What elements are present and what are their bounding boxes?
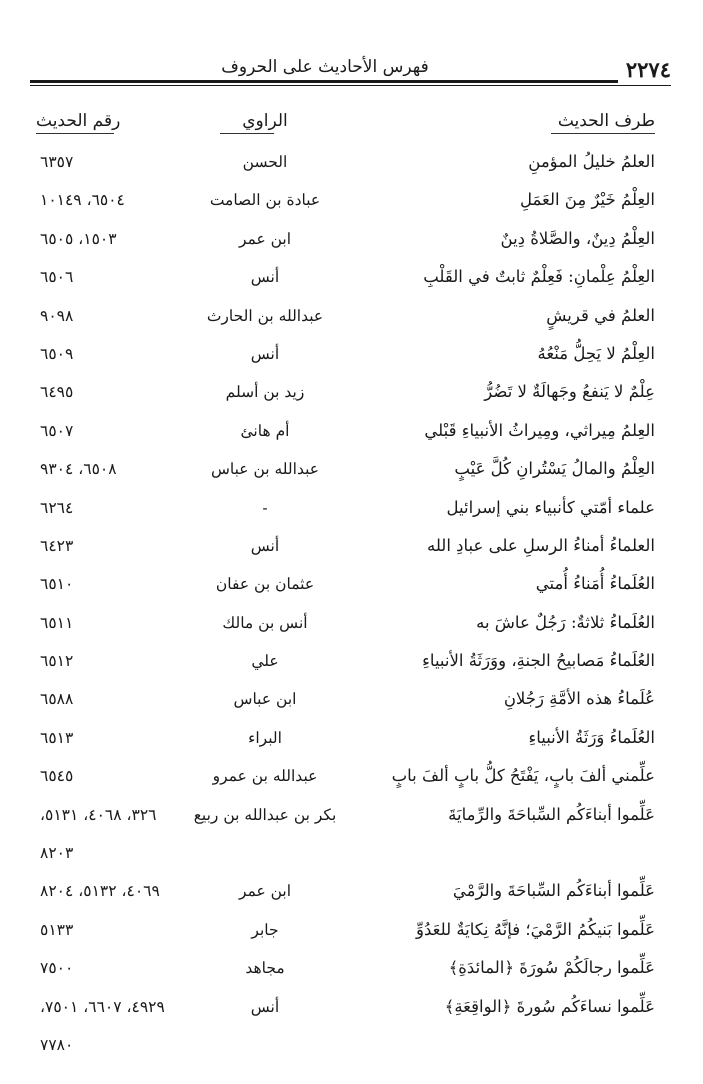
hadith-topic: العُلَماءُ وَرَثَةُ الأنبياءِ bbox=[528, 727, 655, 747]
hadith-narrator: البراء bbox=[248, 728, 282, 747]
hadith-topic: العِلمُ مِيراثي، ومِيراثُ الأنبياءِ قَبْلي bbox=[424, 420, 655, 440]
page-header bbox=[30, 52, 671, 92]
hadith-topic: عَلِّموا أبناءَكُم السِّباحَةَ والرَّمْيَ bbox=[452, 881, 655, 901]
table-row bbox=[0, 222, 703, 260]
hadith-number: ٤٠٦٩، ٥١٣٢، ٨٢٠٤ bbox=[40, 882, 160, 901]
table-row-continuation bbox=[0, 836, 703, 874]
hadith-number: ٦٥٠٩ bbox=[40, 344, 74, 363]
hadith-topic: العِلْمُ عِلْمانِ: فَعِلْمٌ ثابتٌ في القَلْبِ bbox=[423, 267, 655, 287]
hadith-narrator: أنس bbox=[250, 344, 280, 363]
table-row bbox=[0, 491, 703, 529]
hadith-topic: العُلَماءُ مَصابيحُ الجنةِ، ووَرَثَةُ الأنبياءِ bbox=[422, 651, 655, 671]
hadith-number: ٣٢٦، ٤٠٦٨، ٥١٣١، bbox=[40, 805, 157, 824]
hadith-number: ٦٥٨٨ bbox=[40, 690, 74, 709]
hadith-number: ٦٥٠٨، ٩٣٠٤ bbox=[40, 460, 117, 479]
table-row bbox=[0, 990, 703, 1028]
hadith-number: ٦٥٤٥ bbox=[40, 767, 74, 786]
table-row bbox=[0, 337, 703, 375]
hadith-number: ٦٥١٢ bbox=[40, 652, 74, 671]
column-header-topic: طرف الحديث bbox=[557, 111, 655, 131]
table-row bbox=[0, 414, 703, 452]
hadith-topic: العُلَماءُ أُمَناءُ أُمتي bbox=[535, 574, 655, 594]
hadith-topic: عِلْمٌ لا يَنفعُ وجَهالَةٌ لا تَضُرُّ bbox=[484, 382, 655, 402]
column-header-rule-topic bbox=[551, 133, 655, 134]
table-row bbox=[0, 529, 703, 567]
table-row bbox=[0, 874, 703, 912]
table-row bbox=[0, 299, 703, 337]
table-row bbox=[0, 913, 703, 951]
hadith-narrator: علي bbox=[251, 652, 279, 671]
page-number: ٢٢٧٤ bbox=[618, 56, 671, 84]
table-row bbox=[0, 798, 703, 836]
column-header-rule-number bbox=[36, 133, 114, 134]
hadith-narrator: أنس bbox=[250, 536, 280, 555]
running-title: فهرس الأحاديث على الحروف bbox=[200, 54, 450, 80]
table-row bbox=[0, 375, 703, 413]
hadith-topic: علِّمني ألفَ بابٍ، يَفْتَحُ كلُّ بابٍ ألفَ بابٍ bbox=[391, 766, 655, 786]
hadith-number: ٦٥١٠ bbox=[40, 575, 74, 594]
table-row bbox=[0, 260, 703, 298]
hadith-number: ٤٩٢٩، ٦٦٠٧، ٧٥٠١، bbox=[40, 997, 165, 1016]
hadith-narrator: أم هانئ bbox=[240, 421, 290, 440]
hadith-narrator: عبدالله بن الحارث bbox=[206, 306, 324, 325]
hadith-number: ٦٣٥٧ bbox=[40, 153, 74, 171]
hadith-topic: العلمُ خليلُ المؤمنِ bbox=[528, 152, 655, 171]
hadith-topic: عَلِّموا نساءَكُم سُورةَ ﴿الواقِعَةِ﴾ bbox=[444, 996, 655, 1016]
table-row bbox=[0, 606, 703, 644]
hadith-narrator: الحسن bbox=[242, 153, 288, 171]
table-row bbox=[0, 682, 703, 720]
table-row-continuation bbox=[0, 1028, 703, 1066]
column-header-number: رقم الحديث bbox=[36, 111, 121, 131]
hadith-narrator: بكر بن عبدالله بن ربيع bbox=[193, 805, 337, 824]
table-row bbox=[0, 951, 703, 989]
hadith-narrator: عبدالله بن عمرو bbox=[212, 767, 318, 786]
hadith-narrator: أنس bbox=[250, 997, 280, 1016]
hadith-number: ٦٤٢٣ bbox=[40, 536, 74, 555]
hadith-narrator: ابن عمر bbox=[238, 882, 292, 901]
hadith-narrator: مجاهد bbox=[245, 959, 285, 978]
column-header-rule-narrator bbox=[220, 133, 274, 134]
hadith-number: ٦٤٩٥ bbox=[40, 383, 74, 402]
header-rule-thick bbox=[30, 80, 671, 83]
hadith-topic: العُلَماءُ ثلاثةٌ: رَجُلٌ عاشَ به bbox=[476, 612, 655, 632]
hadith-number: ٦٥١١ bbox=[40, 613, 74, 632]
hadith-narrator: أنس بن مالك bbox=[222, 613, 308, 632]
hadith-narrator: جابر bbox=[251, 920, 279, 939]
hadith-topic: العِلْمُ خَيْرٌ مِنَ العَمَلِ bbox=[519, 190, 655, 210]
hadith-number: ٦٥٠٤، ١٠١٤٩ bbox=[40, 191, 125, 210]
hadith-topic: العِلْمُ لا يَحِلُّ مَنْعُهُ bbox=[537, 343, 655, 363]
hadith-narrator: زيد بن أسلم bbox=[225, 383, 305, 402]
hadith-number: ١٥٠٣، ٦٥٠٥ bbox=[40, 229, 117, 248]
hadith-narrator: ابن عباس bbox=[233, 690, 297, 709]
hadith-topic: العلماءُ أمناءُ الرسلِ على عبادِ الله bbox=[427, 535, 655, 555]
hadith-narrator: عبادة بن الصامت bbox=[209, 191, 321, 210]
header-rule-thin bbox=[30, 85, 671, 86]
column-header-narrator: الراوي bbox=[242, 111, 288, 131]
table-row bbox=[0, 183, 703, 221]
hadith-number: ٥١٣٣ bbox=[40, 920, 74, 939]
hadith-number: ٧٧٨٠ bbox=[40, 1035, 74, 1054]
hadith-number: ٦٥٠٧ bbox=[40, 421, 74, 440]
hadith-topic: عَلِّموا رجالَكُمْ سُورَةَ ﴿المائدَةِ﴾ bbox=[448, 958, 655, 978]
hadith-number: ٧٥٠٠ bbox=[40, 959, 74, 978]
hadith-topic: علماء أمّتي كأنبياء بني إسرائيل bbox=[446, 497, 655, 517]
table-row bbox=[0, 721, 703, 759]
hadith-number: ٦٢٦٤ bbox=[40, 498, 74, 517]
hadith-topic: العلمُ في قريشٍ bbox=[546, 305, 655, 325]
hadith-topic: عَلِّموا بَنيكُمُ الرَّمْيَ؛ فإنَّهُ نِكايَةٌ للعَدُوِّ bbox=[416, 919, 655, 939]
hadith-number: ٩٠٩٨ bbox=[40, 306, 74, 325]
hadith-topic: العِلْمُ والمالُ يَسْتُرانِ كُلَّ عَيْبٍ bbox=[454, 459, 655, 479]
hadith-narrator: ابن عمر bbox=[238, 229, 292, 248]
table-row bbox=[0, 452, 703, 490]
hadith-narrator: - bbox=[262, 498, 268, 517]
table-row bbox=[0, 644, 703, 682]
hadith-index-table bbox=[0, 145, 703, 1066]
hadith-topic: العِلْمُ دِينٌ، والصَّلاةُ دِينٌ bbox=[500, 228, 655, 248]
hadith-narrator: عثمان بن عفان bbox=[215, 575, 315, 594]
hadith-topic: عَلِّموا أبناءَكُم السِّباحَةَ والرِّمايَةَ bbox=[448, 804, 655, 824]
hadith-topic: عُلَماءُ هذه الأمَّةِ رَجُلانِ bbox=[503, 689, 655, 709]
table-row bbox=[0, 567, 703, 605]
hadith-number: ٦٥٠٦ bbox=[40, 268, 74, 287]
table-row bbox=[0, 759, 703, 797]
hadith-narrator: أنس bbox=[250, 268, 280, 287]
hadith-number: ٦٥١٣ bbox=[40, 728, 74, 747]
hadith-number: ٨٢٠٣ bbox=[40, 844, 74, 863]
hadith-narrator: عبدالله بن عباس bbox=[210, 460, 320, 479]
table-row bbox=[0, 145, 703, 183]
